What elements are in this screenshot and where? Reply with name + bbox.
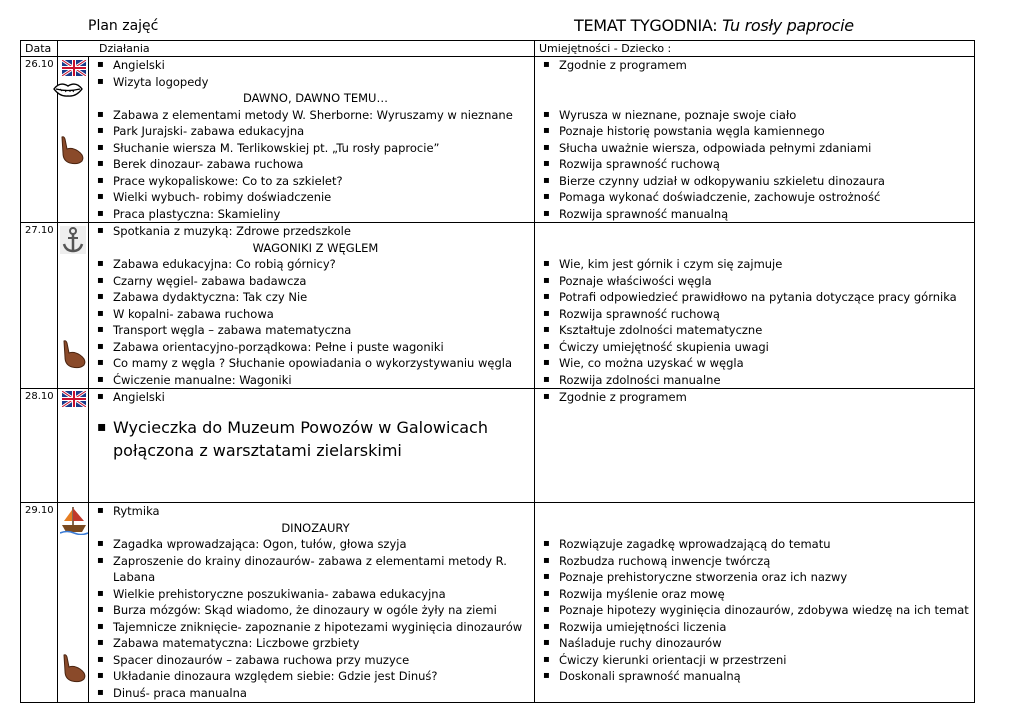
day-date: 27.10 xyxy=(21,223,58,389)
activities-cell xyxy=(89,503,535,703)
list-item: ▪ Burza mózgów: Skąd wiadomo, że dinozaury w ogóle żyły na ziemi xyxy=(97,602,534,619)
list-item: ▪ Zaproszenie do krainy dinozaurów- zabawa z elementami metody R. Labana xyxy=(97,553,534,586)
list-item: ▪ Ćwiczy umiejętność skupienia uwagi xyxy=(543,339,974,356)
section-title: DAWNO, DAWNO TEMU… xyxy=(243,91,388,105)
table-row xyxy=(21,503,975,703)
skills-cell xyxy=(535,389,975,503)
list-item: ▪ Rozwija sprawność ruchową xyxy=(543,156,974,173)
icon-cell xyxy=(58,223,89,389)
list-item: ▪ Angielski xyxy=(97,389,534,406)
list-item: ▪ Tajemnicze zniknięcie- zapoznanie z hipotezami wyginięcia dinozaurów xyxy=(97,619,534,636)
day-date: 29.10 xyxy=(21,503,58,703)
uk-flag-icon xyxy=(62,391,86,407)
list-item: ▪ Kształtuje zdolności matematyczne xyxy=(543,322,974,339)
list-item: ▪ Rozwiązuje zagadkę wprowadzającą do tematu xyxy=(543,536,974,553)
list-item: ▪ Zabawa edukacyjna: Co robią górnicy? xyxy=(97,256,534,273)
list-item: ▪ Wie, co można uzyskać w węgla xyxy=(543,355,974,372)
list-item: ▪ Rozwija sprawność ruchową xyxy=(543,306,974,323)
list-item: ▪ Rozwija umiejętności liczenia xyxy=(543,619,974,636)
list-item: ▪ Poznaje prehistoryczne stworzenia oraz ich nazwy xyxy=(543,569,974,586)
list-item: ▪ Zagadka wprowadzająca: Ogon, tułów, głowa szyja xyxy=(97,536,534,553)
table-row xyxy=(21,389,975,503)
list-item: ▪ Rytmika xyxy=(97,503,534,520)
list-item: ▪ Zabawa dydaktyczna: Tak czy Nie xyxy=(97,289,534,306)
list-item: ▪ Poznaje właściwości węgla xyxy=(543,273,974,290)
day-date: 28.10 xyxy=(21,389,58,503)
list-item: ▪ Zabawa orientacyjno-porządkowa: Pełne i puste wagoniki xyxy=(97,339,534,356)
anchor-icon xyxy=(60,226,86,254)
day-date: 26.10 xyxy=(21,57,58,223)
list-item: ▪ Rozwija sprawność manualną xyxy=(543,206,974,223)
list-item: ▪ Zgodnie z programem xyxy=(543,389,974,406)
list-item: ▪ Praca plastyczna: Skamieliny xyxy=(97,206,534,223)
activities-cell xyxy=(89,57,535,223)
header-left-title: Plan zajęć xyxy=(88,18,159,34)
skills-cell xyxy=(535,57,975,223)
header-week-theme xyxy=(574,16,854,35)
list-item: ▪ Słucha uważnie wiersza, odpowiada pełnymi zdaniami xyxy=(543,140,974,157)
list-item: ▪ Potrafi odpowiedzieć prawidłowo na pytania dotyczące pracy górnika xyxy=(543,289,974,306)
list-item: ▪ Spacer dinozaurów – zabawa ruchowa przy muzyce xyxy=(97,652,534,669)
list-item: ▪ Poznaje historię powstania węgla kamiennego xyxy=(543,123,974,140)
theme-title: Tu rosły paprocie xyxy=(722,16,854,35)
list-item: ▪ Dinuś- praca manualna xyxy=(97,685,534,702)
list-item: ▪ Wielkie prehistoryczne poszukiwania- zabawa edukacyjna xyxy=(97,586,534,603)
list-item: ▪ Spotkania z muzyką: Zdrowe przedszkole xyxy=(97,223,534,240)
list-item: ▪ Słuchanie wiersza M. Terlikowskiej pt. „Tu rosły paprocie” xyxy=(97,140,534,157)
col-date: Data xyxy=(21,41,58,57)
list-item: ▪ Angielski xyxy=(97,57,534,74)
list-item: ▪ Układanie dinozaura względem siebie: Gdzie jest Dinuś? xyxy=(97,668,534,685)
pointing-hand-icon xyxy=(60,653,88,683)
theme-prefix: TEMAT TYGODNIA: xyxy=(574,16,723,35)
list-item: ▪ Co mamy z węgla ? Słuchanie opowiadania o wykorzystywaniu węgla xyxy=(97,355,534,372)
list-item: ▪ Rozbudza ruchową inwencje twórczą xyxy=(543,553,974,570)
ship-icon xyxy=(60,505,88,535)
activities-cell xyxy=(89,223,535,389)
list-item: ▪ Zabawa matematyczna: Liczbowe grzbiety xyxy=(97,635,534,652)
table-header-row xyxy=(21,41,975,57)
table-row xyxy=(21,57,975,223)
pointing-hand-icon xyxy=(58,135,86,165)
plan-table xyxy=(20,40,975,703)
uk-flag-icon xyxy=(62,60,86,76)
list-item: ▪ Zabawa z elementami metody W. Sherborne: Wyruszamy w nieznane xyxy=(97,107,534,124)
list-item: ▪ Pomaga wykonać doświadczenie, zachowuje ostrożność xyxy=(543,189,974,206)
list-item: ▪ Rozwija zdolności manualne xyxy=(543,372,974,389)
skills-cell xyxy=(535,503,975,703)
list-item: ▪ Bierze czynny udział w odkopywaniu szkieletu dinozaura xyxy=(543,173,974,190)
icon-cell xyxy=(58,389,89,503)
icon-cell xyxy=(58,57,89,223)
list-item: ▪ Ćwiczenie manualne: Wagoniki xyxy=(97,372,534,389)
icon-cell xyxy=(58,503,89,703)
section-title: WAGONIKI Z WĘGLEM xyxy=(252,240,379,255)
list-item: ▪ Czarny węgiel- zabawa badawcza xyxy=(97,273,534,290)
pointing-hand-icon xyxy=(60,339,88,369)
list-item: ▪ Wizyta logopedy xyxy=(97,74,534,91)
list-item: ▪ Poznaje hipotezy wyginięcia dinozaurów, zdobywa wiedzę na ich temat xyxy=(543,602,974,619)
table-row xyxy=(21,223,975,389)
list-item: ▪ Zgodnie z programem xyxy=(543,57,974,74)
list-item: ▪ Wyrusza w nieznane, poznaje swoje ciało xyxy=(543,107,974,124)
skills-cell xyxy=(535,223,975,389)
list-item: ▪ Ćwiczy kierunki orientacji w przestrzeni xyxy=(543,652,974,669)
list-item: ▪ Rozwija myślenie oraz mowę xyxy=(543,586,974,603)
col-skills: Umiejętności - Dziecko : xyxy=(535,41,975,57)
section-title: DINOZAURY xyxy=(281,520,350,535)
list-item: ▪ Prace wykopaliskowe: Co to za szkielet? xyxy=(97,173,534,190)
list-item: ▪ W kopalni- zabawa ruchowa xyxy=(97,306,534,323)
list-item: ▪ Doskonali sprawność manualną xyxy=(543,668,974,685)
col-activities: Działania xyxy=(58,41,535,57)
excursion-item: ▪ Wycieczka do Muzeum Powozów w Galowicach połączona z warsztatami zielarskimi xyxy=(97,416,534,462)
list-item: ▪ Naśladuje ruchy dinozaurów xyxy=(543,635,974,652)
lips-icon xyxy=(52,79,84,99)
list-item: ▪ Park Jurajski- zabawa edukacyjna xyxy=(97,123,534,140)
activities-cell xyxy=(89,389,535,503)
list-item: ▪ Wielki wybuch- robimy doświadczenie xyxy=(97,189,534,206)
list-item: ▪ Wie, kim jest górnik i czym się zajmuje xyxy=(543,256,974,273)
list-item: ▪ Transport węgla – zabawa matematyczna xyxy=(97,322,534,339)
list-item: ▪ Berek dinozaur- zabawa ruchowa xyxy=(97,156,534,173)
